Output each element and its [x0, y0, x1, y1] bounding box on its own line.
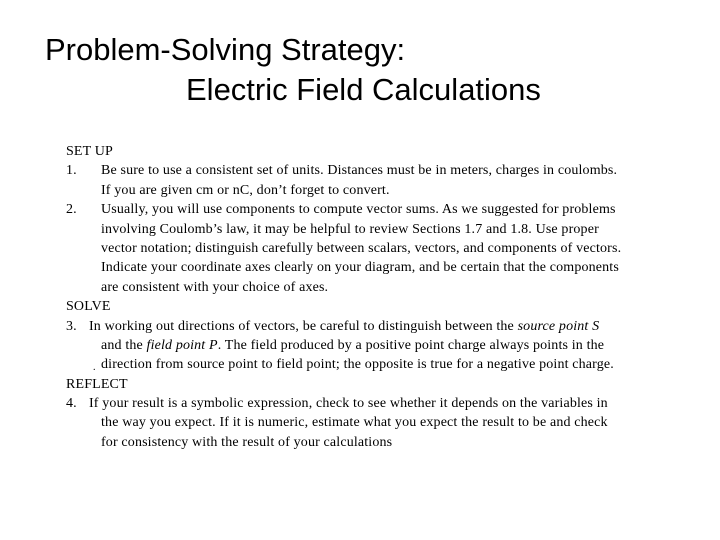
step-4-line-1	[66, 394, 696, 413]
step-2-line-1	[66, 200, 696, 219]
step-1-number: 1.	[66, 163, 77, 179]
section-heading-solve: SOLVE	[66, 299, 111, 315]
step-3-text-2a: and the	[101, 337, 147, 353]
step-2-line-3: vector notation; distinguish carefully between scalars, vectors, and components of vectors.	[101, 240, 622, 256]
stray-dot-mark: .	[93, 362, 96, 374]
step-3-text-2b: . The field produced by a positive point charge always points in the	[217, 337, 605, 353]
step-1-line-2: If you are given cm or nC, don’t forget to convert.	[101, 182, 390, 198]
step-2-number: 2.	[66, 202, 77, 218]
step-3-line-1	[66, 317, 696, 336]
step-2-text-1: Usually, you will use components to compute vector sums. As we suggested for problems	[101, 202, 616, 218]
step-4-line-3: for consistency with the result of your calculations	[101, 434, 393, 450]
section-heading-reflect: REFLECT	[66, 376, 128, 392]
slide-title-line-1: Problem-Solving Strategy:	[45, 32, 406, 67]
step-3-line-3	[66, 355, 696, 374]
step-3-text-3: direction from source point to field point; the opposite is true for a negative point charge.	[101, 357, 614, 373]
step-3-text-1: In working out directions of vectors, be careful to distinguish between the	[89, 318, 518, 334]
step-3-line-2	[66, 336, 696, 355]
step-4-text-1: If your result is a symbolic expression, check to see whether it depends on the variables in	[89, 396, 608, 412]
field-point-term: field point P	[146, 337, 218, 353]
section-heading-setup: SET UP	[66, 144, 113, 159]
step-4-line-2: the way you expect. If it is numeric, estimate what you expect the result to be and check	[101, 415, 608, 431]
slide-title-line-2: Electric Field Calculations	[186, 72, 541, 107]
step-2-line-4: Indicate your coordinate axes clearly on your diagram, and be certain that the components	[101, 260, 619, 276]
slide-title	[0, 30, 720, 110]
step-4-number: 4.	[66, 396, 77, 412]
step-1-text-1: Be sure to use a consistent set of units. Distances must be in meters, charges in coulombs.	[101, 163, 618, 179]
step-3-number: 3.	[66, 318, 77, 334]
step-2-line-5: are consistent with your choice of axes.	[101, 279, 329, 295]
step-2-line-2: involving Coulomb’s law, it may be helpful to review Sections 1.7 and 1.8. Use proper	[101, 221, 599, 237]
step-1-line-1	[66, 161, 696, 180]
strategy-body	[66, 142, 696, 452]
source-point-term: source point S	[517, 318, 600, 334]
